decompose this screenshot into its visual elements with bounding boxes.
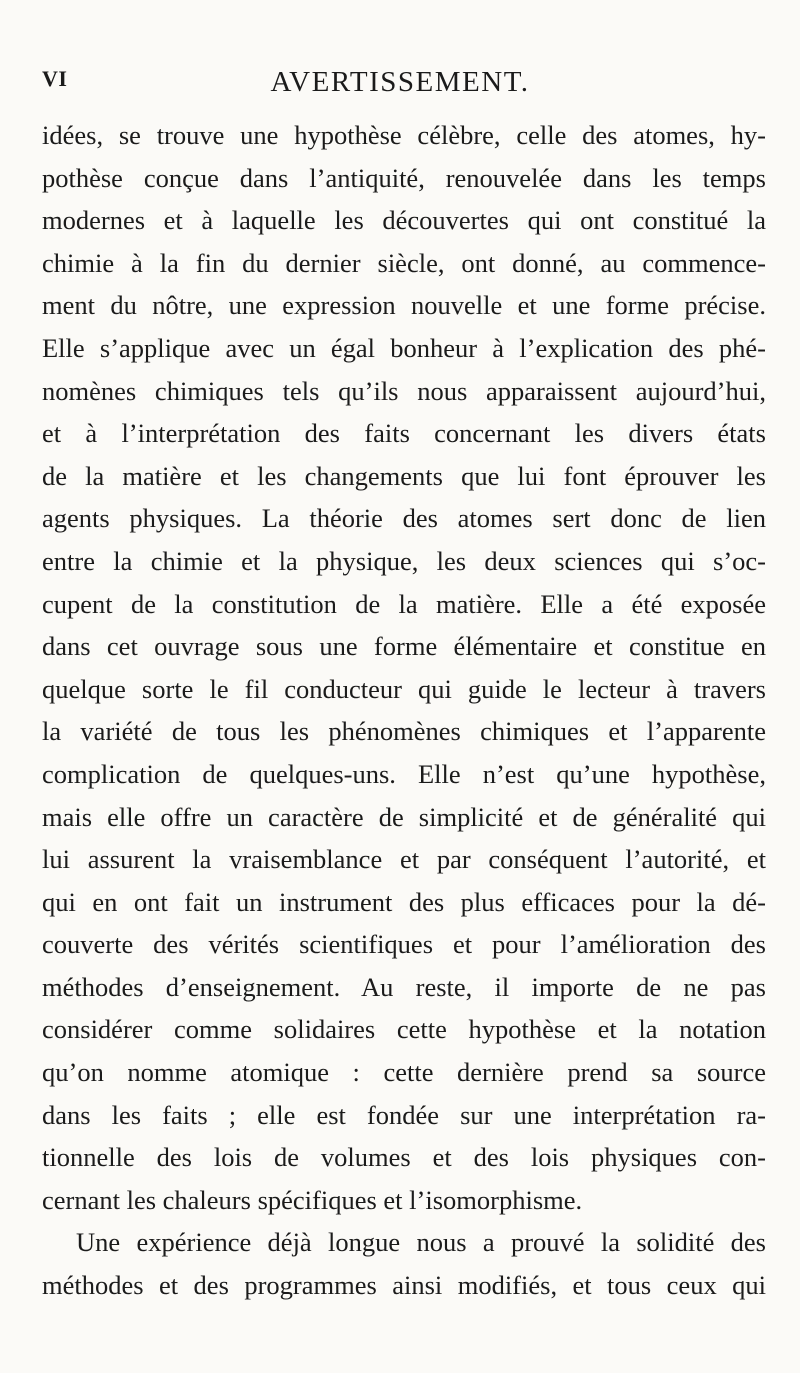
- text-line: chimie à la fin du dernier siècle, ont donné, au commence-: [42, 247, 766, 278]
- text-line: dans les faits ; elle est fondée sur une interprétation ra-: [42, 1099, 766, 1130]
- text-line: modernes et à laquelle les découvertes qui ont constitué la: [42, 205, 766, 236]
- text-line: de la matière et les changements que lui font éprouver les: [42, 460, 766, 491]
- text-line: tionnelle des lois de volumes et des lois physiques con-: [42, 1142, 766, 1173]
- text-line: Une expérience déjà longue nous a prouvé la solidité des: [76, 1227, 766, 1258]
- page-title: AVERTISSEMENT.: [270, 66, 530, 98]
- text-line: couverte des vérités scientifiques et pour l’amélioration des: [42, 929, 766, 960]
- text-line: cupent de la constitution de la matière. Elle a été exposée: [42, 588, 766, 619]
- text-line: la variété de tous les phénomènes chimiques et l’apparente: [42, 716, 766, 747]
- text-line: pothèse conçue dans l’antiquité, renouvelée dans les temps: [42, 162, 766, 193]
- text-line: idées, se trouve une hypothèse célèbre, celle des atomes, hy-: [42, 120, 766, 150]
- text-line: agents physiques. La théorie des atomes sert donc de lien: [42, 503, 766, 534]
- text-line: qu’on nomme atomique : cette dernière prend sa source: [42, 1057, 766, 1088]
- text-line: nomènes chimiques tels qu’ils nous apparaissent aujourd’hui,: [42, 375, 766, 406]
- text-line: complication de quelques-uns. Elle n’est qu’une hypothèse,: [42, 758, 766, 789]
- page-number: VI: [42, 66, 68, 91]
- text-line: méthodes d’enseignement. Au reste, il importe de ne pas: [42, 971, 766, 1002]
- running-head: [0, 66, 800, 100]
- text-line: quelque sorte le fil conducteur qui guide le lecteur à travers: [42, 673, 766, 704]
- text-line: dans cet ouvrage sous une forme élémentaire et constitue en: [42, 631, 766, 662]
- text-line: Elle s’applique avec un égal bonheur à l’explication des phé-: [42, 332, 766, 363]
- text-line: ment du nôtre, une expression nouvelle et une forme précise.: [42, 290, 766, 321]
- text-line: et à l’interprétation des faits concernant les divers états: [42, 418, 766, 449]
- text-line: qui en ont fait un instrument des plus efficaces pour la dé-: [42, 886, 766, 917]
- text-line: considérer comme solidaires cette hypothèse et la notation: [42, 1014, 766, 1045]
- text-line: méthodes et des programmes ainsi modifiés, et tous ceux qui: [42, 1270, 766, 1301]
- text-line: entre la chimie et la physique, les deux sciences qui s’oc-: [42, 545, 766, 576]
- body-text: [42, 114, 766, 1307]
- text-line: mais elle offre un caractère de simplicité et de généralité qui: [42, 801, 766, 832]
- text-line: lui assurent la vraisemblance et par conséquent l’autorité, et: [42, 844, 766, 875]
- text-line: cernant les chaleurs spécifiques et l’isomorphisme.: [42, 1184, 583, 1215]
